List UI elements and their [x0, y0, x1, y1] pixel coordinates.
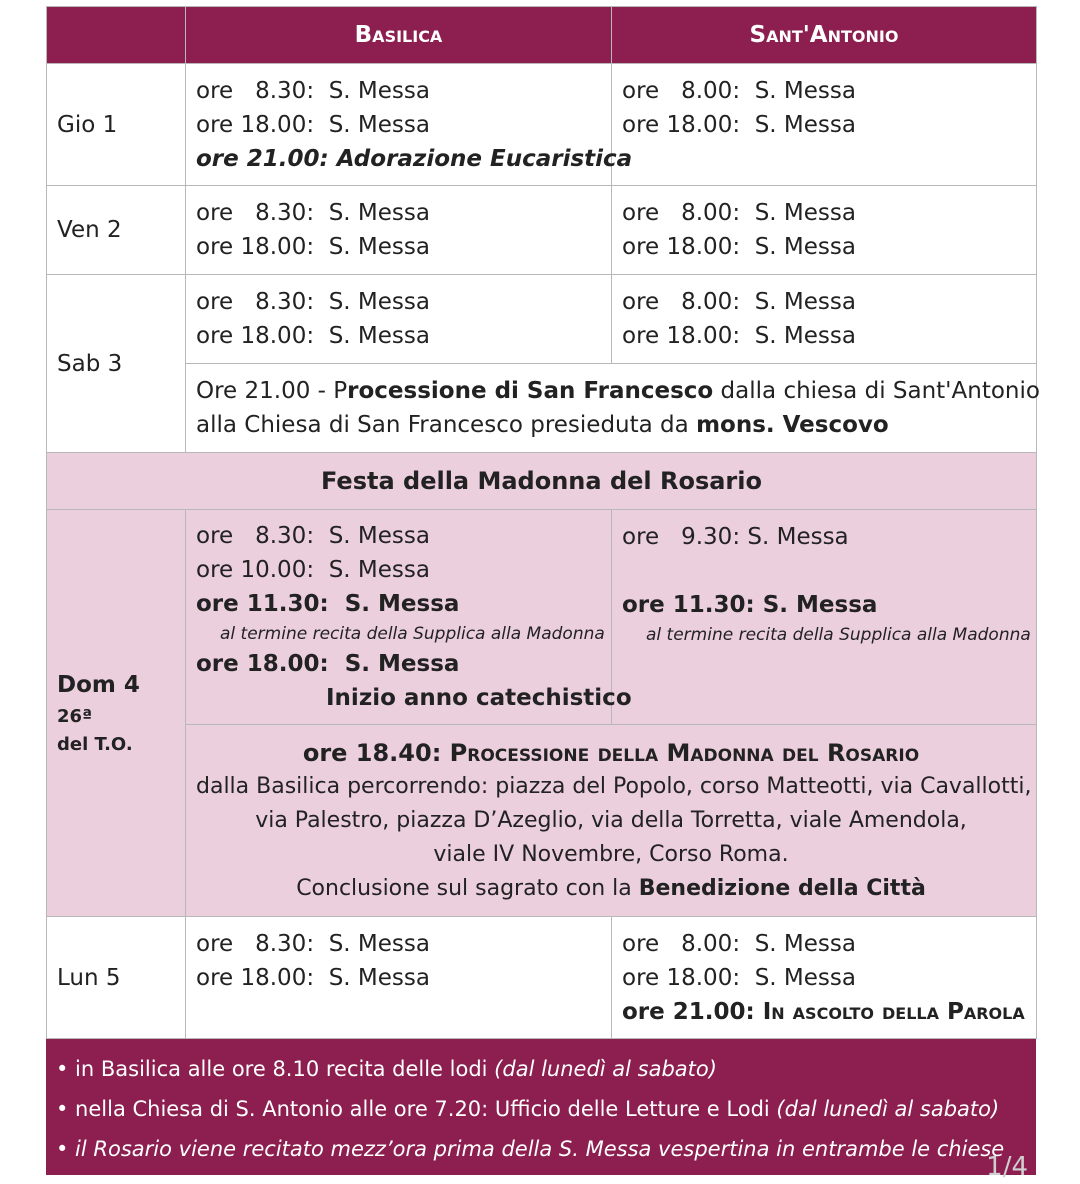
extra-time: ore 21.00:: [622, 998, 763, 1025]
basilica-cell: [186, 186, 612, 275]
time-line: ore 11.30: S. Messa: [196, 591, 460, 617]
antonio-cell: [612, 917, 1037, 1039]
table-row: [47, 275, 1037, 364]
time-line: ore 8.30: S. Messa: [196, 931, 430, 957]
san-francesco-procession-cell: [186, 364, 1040, 453]
time-line: ore 18.00: S. Messa: [196, 965, 430, 991]
time-line: ore 18.00: S. Messa: [622, 234, 856, 260]
page-number: 1/4: [986, 1152, 1028, 1182]
time-line: ore 8.30: S. Messa: [196, 200, 430, 226]
schedule-sheet: [46, 6, 1040, 1175]
time-line: ore 18.00: S. Messa: [196, 651, 460, 677]
time-line: ore 8.30: S. Messa: [196, 77, 430, 104]
proc-text: alla Chiesa di San Francesco presieduta da: [196, 412, 697, 438]
proc-title: rocessione di San Francesco: [347, 378, 714, 404]
footer-note-italic: (dal lunedì al sabato): [776, 1097, 1000, 1121]
header-corner: [47, 7, 186, 64]
blessing-text: Benedizione della Città: [638, 875, 926, 901]
time-line: ore 10.00: S. Messa: [196, 557, 430, 583]
footer-notes: [46, 1039, 1036, 1175]
table-row: [47, 186, 1037, 275]
time-line: ore 8.00: S. Messa: [622, 289, 856, 315]
rosario-procession-cell: [186, 725, 1037, 917]
basilica-cell: [186, 275, 612, 364]
route-line: via Palestro, piazza D’Azeglio, via della Torretta, viale Amendola,: [255, 807, 967, 833]
day-sub1: 26ª: [57, 706, 93, 727]
day-cell: Sab 3: [47, 275, 186, 453]
extra-event: In ascolto della Parola: [762, 998, 1025, 1025]
basilica-cell: [186, 510, 632, 725]
header-basilica: Basilica: [186, 7, 612, 64]
footer-note: • il Rosario viene recitato mezz’ora prima della S. Messa vespertina in entrambe le chiese: [56, 1137, 1005, 1161]
adoration-line: ore 21.00: Adorazione Eucaristica: [196, 145, 633, 172]
proc-text: dalla chiesa di Sant'Antonio: [713, 378, 1040, 404]
day-cell: Lun 5: [47, 917, 186, 1039]
basilica-cell: [186, 64, 633, 186]
route-line: viale IV Novembre, Corso Roma.: [433, 841, 789, 867]
proc-bishop: mons. Vescovo: [696, 412, 889, 438]
antonio-cell: [612, 64, 1037, 186]
day-cell: [47, 510, 186, 917]
time-line: ore 8.30: S. Messa: [196, 523, 430, 549]
time-line: ore 18.00: S. Messa: [196, 111, 430, 138]
antonio-cell: [612, 510, 1037, 725]
table-row: [47, 64, 1037, 186]
time-line: ore 18.00: S. Messa: [622, 112, 856, 138]
catechism-line: Inizio anno catechistico: [326, 685, 632, 711]
schedule-table: [46, 6, 1040, 1039]
time-line: ore 8.30: S. Messa: [196, 289, 430, 315]
time-line: ore 8.00: S. Messa: [622, 200, 856, 226]
time-line: ore 11.30: S. Messa: [622, 592, 878, 618]
supplica-note: al termine recita della Supplica alla Madonna: [646, 625, 1031, 645]
festa-title: Festa della Madonna del Rosario: [47, 453, 1037, 510]
day-cell: Ven 2: [47, 186, 186, 275]
day-cell: Gio 1: [47, 64, 186, 186]
time-line: ore 18.00: S. Messa: [622, 323, 856, 349]
header-row: [47, 7, 1037, 64]
basilica-cell: [186, 917, 612, 1039]
proc-title: Processione della Madonna del Rosario: [449, 738, 920, 767]
table-row: [47, 725, 1037, 917]
day-label: Dom 4: [57, 672, 140, 698]
day-sub2: del T.O.: [57, 734, 133, 755]
time-line: ore 8.00: S. Messa: [622, 930, 856, 957]
table-row: [47, 510, 1037, 725]
proc-time: ore 18.40:: [302, 738, 450, 767]
route-line: dalla Basilica percorrendo: piazza del Popolo, corso Matteotti, via Cavallotti,: [196, 773, 1032, 799]
footer-note-italic: (dal lunedì al sabato): [494, 1057, 717, 1081]
footer-note: • in Basilica alle ore 8.10 recita delle lodi: [56, 1057, 495, 1081]
time-line: ore 9.30: S. Messa: [622, 524, 849, 550]
conclusion-text: Conclusione sul sagrato con la: [296, 875, 639, 901]
proc-text: Ore 21.00 - P: [196, 378, 348, 404]
empty-line: [622, 554, 1026, 588]
header-antonio: Sant'Antonio: [612, 7, 1037, 64]
festa-row: [47, 453, 1037, 510]
table-row: [47, 917, 1037, 1039]
antonio-cell: [612, 275, 1037, 364]
time-line: ore 18.00: S. Messa: [196, 323, 430, 349]
table-row: [47, 364, 1037, 453]
antonio-cell: [612, 186, 1037, 275]
supplica-note: al termine recita della Supplica alla Madonna: [220, 624, 605, 644]
time-line: ore 8.00: S. Messa: [622, 78, 856, 104]
time-line: ore 18.00: S. Messa: [196, 234, 430, 260]
time-line: ore 18.00: S. Messa: [622, 964, 856, 991]
footer-note: • nella Chiesa di S. Antonio alle ore 7.20: Ufficio delle Letture e Lodi: [56, 1097, 777, 1121]
